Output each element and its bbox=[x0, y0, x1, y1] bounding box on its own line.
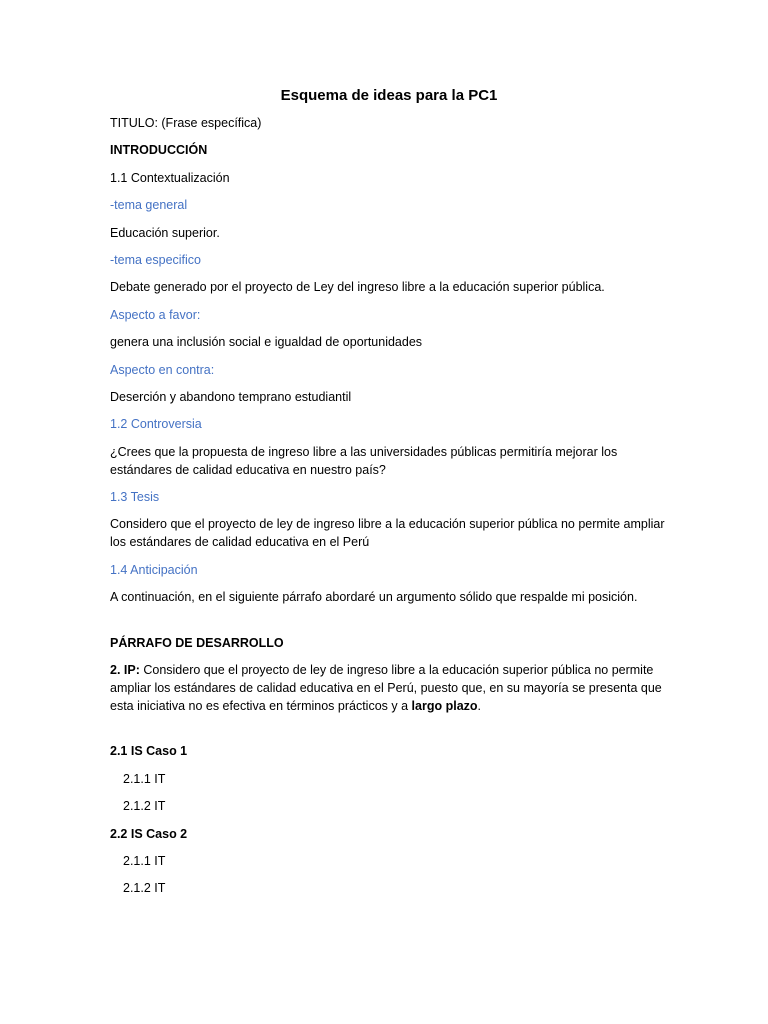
tesis-label: 1.3 Tesis bbox=[110, 490, 160, 505]
ip-paragraph bbox=[110, 661, 668, 715]
controversia-label: 1.2 Controversia bbox=[110, 417, 202, 432]
caso2-it2: 2.1.2 IT bbox=[123, 881, 166, 896]
caso2-it1: 2.1.1 IT bbox=[123, 853, 166, 868]
spacer bbox=[110, 724, 668, 742]
aspecto-favor-value: genera una inclusión social e igualdad de oportunidades bbox=[110, 335, 423, 350]
tema-general-value: Educación superior. bbox=[110, 225, 220, 240]
caso1-it2: 2.1.2 IT bbox=[123, 799, 166, 814]
ip-period: . bbox=[477, 699, 482, 714]
ip-bold-end: largo plazo bbox=[411, 699, 478, 714]
ip-text: Considero que el proyecto de ley de ingreso libre a la educación superior pública no permite ampliar los estándares de calidad educativa en el Perú, puesto que, en su mayoría se presenta que esta iniciativa no es efectiva en términos prácticos y a bbox=[110, 663, 662, 714]
spacer bbox=[110, 616, 668, 634]
aspecto-contra-value: Deserción y abandono temprano estudiantil bbox=[110, 389, 352, 404]
contextualizacion-heading: 1.1 Contextualización bbox=[110, 170, 230, 185]
is-caso2-heading: 2.2 IS Caso 2 bbox=[110, 826, 188, 841]
aspecto-contra-label: Aspecto en contra: bbox=[110, 362, 215, 377]
anticipacion-value: A continuación, en el siguiente párrafo abordaré un argumento sólido que respalde mi posición. bbox=[110, 590, 638, 605]
tema-general-label: -tema general bbox=[110, 198, 188, 213]
document-title: Esquema de ideas para la PC1 bbox=[280, 87, 498, 104]
caso1-it1: 2.1.1 IT bbox=[123, 771, 166, 786]
intro-heading: INTRODUCCIÓN bbox=[110, 143, 208, 158]
aspecto-favor-label: Aspecto a favor: bbox=[110, 307, 201, 322]
ip-label: 2. IP: bbox=[110, 663, 140, 678]
tema-especifico-value: Debate generado por el proyecto de Ley del ingreso libre a la educación superior pública. bbox=[110, 280, 605, 295]
titulo-line: TITULO: (Frase específica) bbox=[110, 116, 262, 130]
anticipacion-label: 1.4 Anticipación bbox=[110, 562, 198, 577]
tema-especifico-label: -tema especifico bbox=[110, 252, 202, 267]
desarrollo-heading: PÁRRAFO DE DESARROLLO bbox=[110, 635, 284, 650]
controversia-value: ¿Crees que la propuesta de ingreso libre a las universidades públicas permitiría mejorar los estándares de calidad educativa en nuestro país? bbox=[110, 444, 618, 477]
tesis-value: Considero que el proyecto de ley de ingreso libre a la educación superior pública no permite ampliar los estándares de calidad educativa en el Perú bbox=[110, 517, 665, 550]
is-caso1-heading: 2.1 IS Caso 1 bbox=[110, 744, 188, 759]
